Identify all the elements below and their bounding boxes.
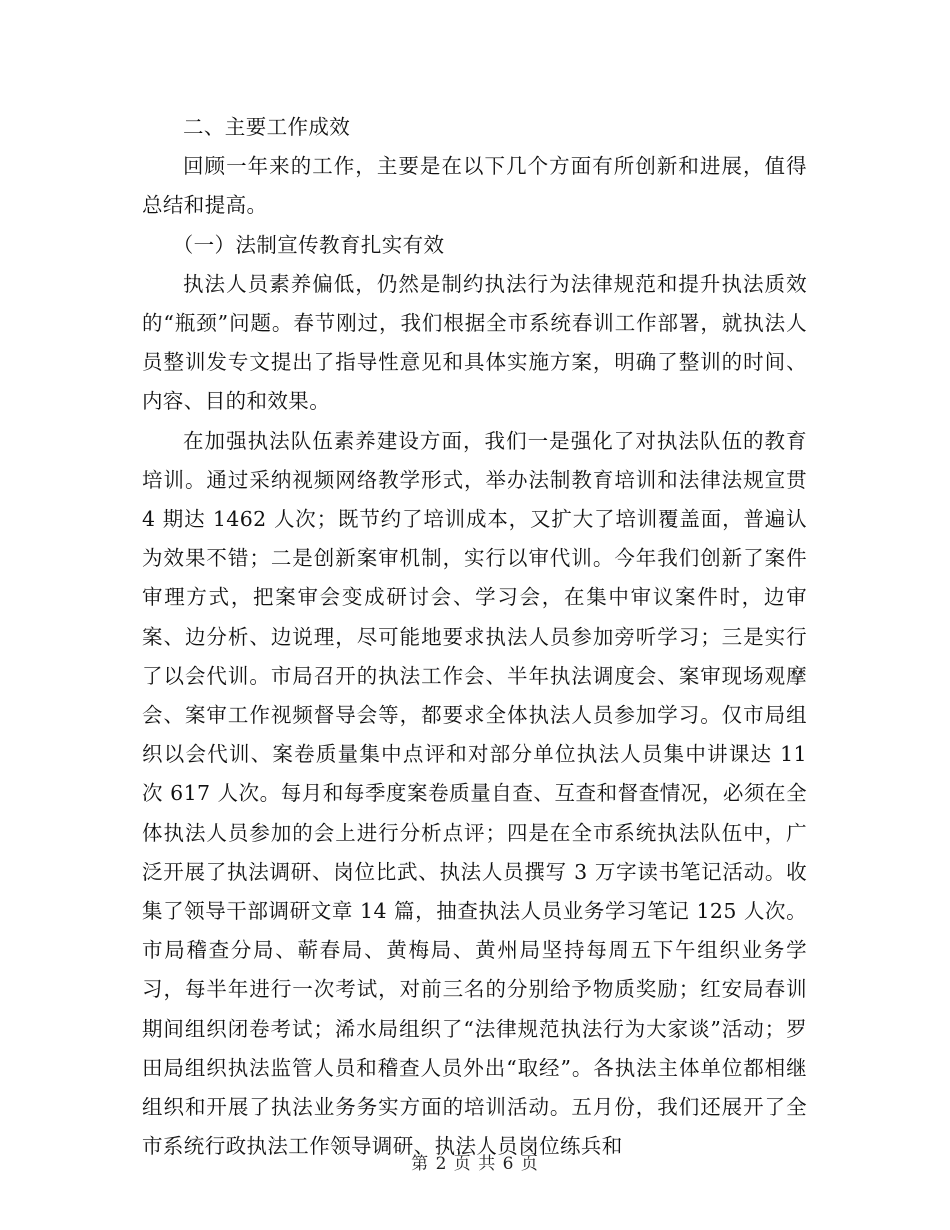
subsection-heading: （一）法制宣传教育扎实有效 <box>172 232 445 257</box>
section-heading: 二、主要工作成效 <box>183 115 351 139</box>
body-paragraph-1: 执法人员素养偏低，仍然是制约执法行为法律规范和提升执法质效的“瓶颈”问题。春节刚过，我们根据全市系统春训工作部署，就执法人员整训发专文提出了指导性意见和具体实施方案，明确了整训的时间、内容、目的和效果。 <box>142 271 807 414</box>
page-number-footer: 第 2 页 共 6 页 <box>411 1154 539 1174</box>
body-paragraph-2: 在加强执法队伍素养建设方面，我们一是强化了对执法队伍的教育培训。通过采纳视频网络教学形式，举办法制教育培训和法律法规宣贯 4 期达 1462 人次；既节约了培训成本，又扩大了培训覆盖面，普遍认为效果不错；二是创新案审机制，实行以审代训。今年我们创新了案件审理方式，把案审会变成研讨会、学习会，在集中审议案件时，边审案、边分析、边说理，尽可能地要求执法人员参加旁听学习；三是实行了以会代训。市局召开的执法工作会、半年执法调度会、案审现场观摩会、案审工作视频督导会等，都要求全体执法人员参加学习。仅市局组织以会代训、案卷质量集中点评和对部分单位执法人员集中讲课达 11 次 617 人次。每月和每季度案卷质量自查、互查和督查情况，必须在全体执法人员参加的会上进行分析点评；四是在全市系统执法队伍中，广泛开展了执法调研、岗位比武、执法人员撰写 3 万字读书笔记活动。收集了领导干部调研文章 14 篇，抽查执法人员业务学习笔记 125 人次。市局稽查分局、蕲春局、黄梅局、黄州局坚持每周五下午组织业务学习，每半年进行一次考试，对前三名的分别给予物质奖励；红安局春训期间组织闭卷考试；浠水局组织了“法律规范执法行为大家谈”活动；罗田局组织执法监管人员和稽查人员外出“取经”。各执法主体单位都相继组织和开展了执法业务务实方面的培训活动。五月份，我们还展开了全市系统行政执法工作领导调研、执法人员岗位练兵和 <box>142 428 807 1159</box>
intro-paragraph: 回顾一年来的工作，主要是在以下几个方面有所创新和进展，值得总结和提高。 <box>142 154 807 218</box>
document-body <box>142 108 807 1166</box>
